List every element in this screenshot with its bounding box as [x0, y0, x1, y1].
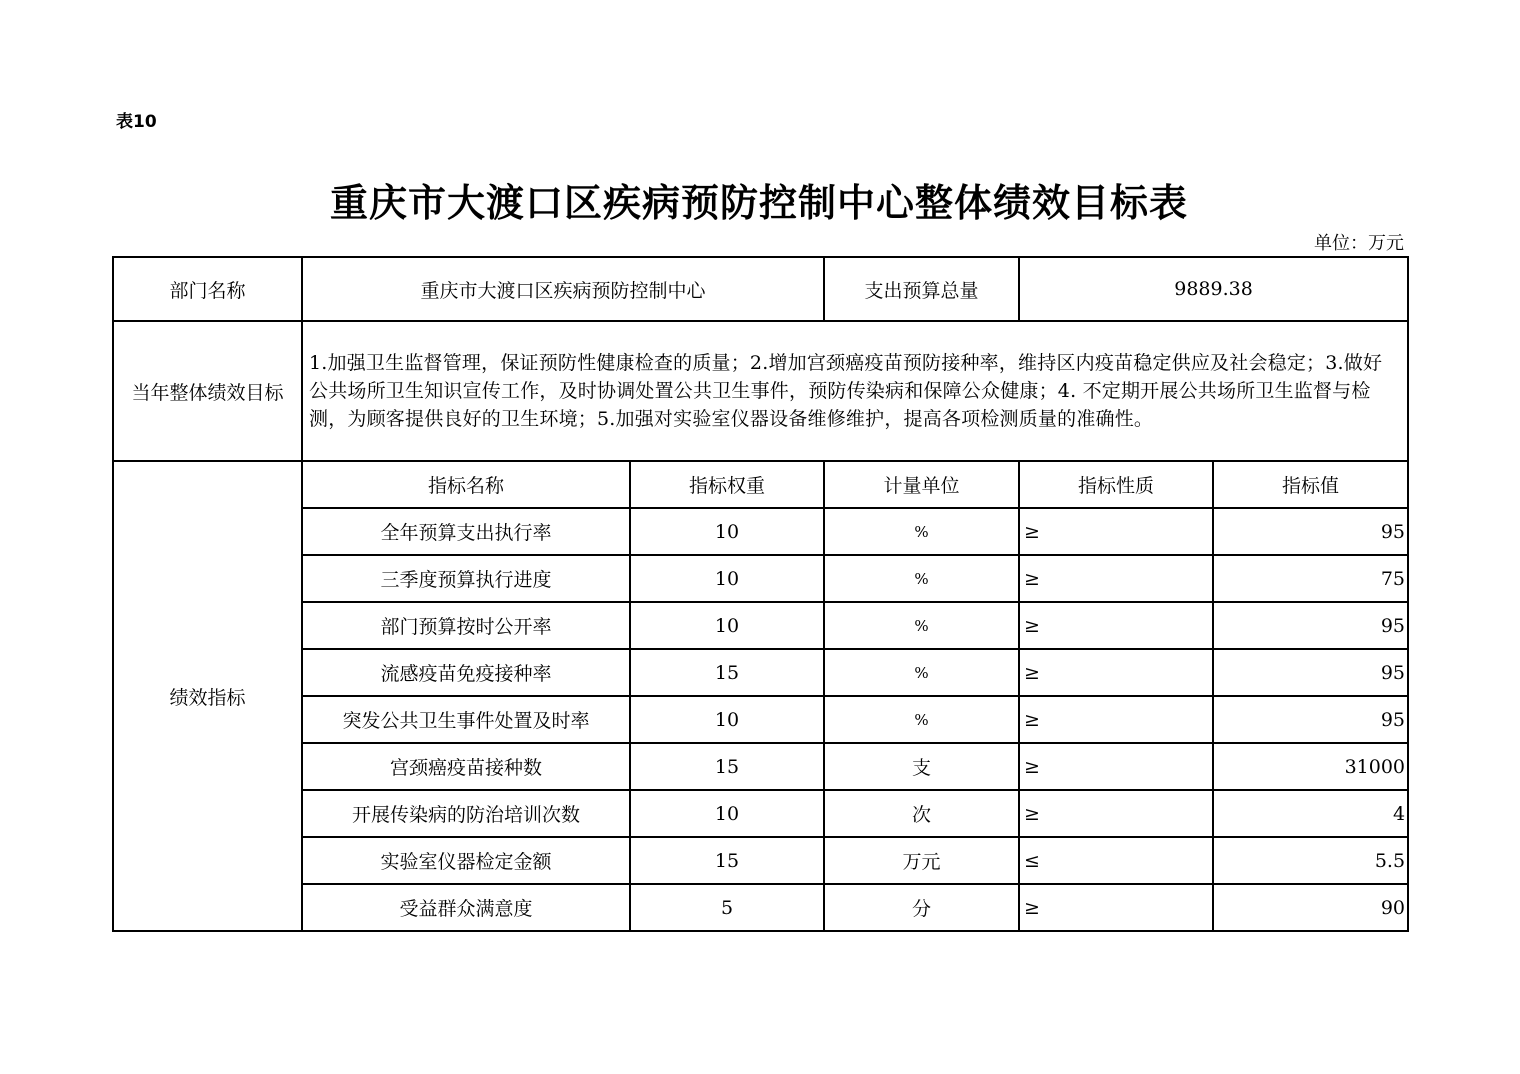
indicator-name: 受益群众满意度	[302, 884, 630, 931]
indicator-unit: %	[824, 555, 1019, 602]
indicator-row	[113, 508, 1408, 555]
header-indicator-nature: 指标性质	[1019, 461, 1213, 508]
indicator-value: 31000	[1213, 743, 1408, 790]
indicator-name: 突发公共卫生事件处置及时率	[302, 696, 630, 743]
budget-total-label: 支出预算总量	[824, 257, 1019, 321]
indicator-name: 开展传染病的防治培训次数	[302, 790, 630, 837]
indicator-unit: 万元	[824, 837, 1019, 884]
indicator-unit: 次	[824, 790, 1019, 837]
indicator-value: 95	[1213, 602, 1408, 649]
indicator-value: 95	[1213, 649, 1408, 696]
indicator-nature: ≥	[1019, 696, 1213, 743]
indicator-unit: %	[824, 649, 1019, 696]
indicator-unit: %	[824, 602, 1019, 649]
indicator-unit: %	[824, 696, 1019, 743]
indicator-value: 4	[1213, 790, 1408, 837]
indicator-unit: %	[824, 508, 1019, 555]
document-title-text: 重庆市大渡口区疾病预防控制中心整体绩效目标表	[329, 181, 1188, 225]
indicator-name: 实验室仪器检定金额	[302, 837, 630, 884]
indicator-row	[113, 743, 1408, 790]
indicator-name: 部门预算按时公开率	[302, 602, 630, 649]
indicator-row	[113, 555, 1408, 602]
indicator-name: 流感疫苗免疫接种率	[302, 649, 630, 696]
unit-label: 单位：万元	[1314, 233, 1404, 254]
header-measure-unit: 计量单位	[824, 461, 1019, 508]
indicator-weight: 10	[630, 696, 824, 743]
table-number: 表10	[116, 112, 157, 132]
indicator-nature: ≥	[1019, 790, 1213, 837]
indicator-name: 宫颈癌疫苗接种数	[302, 743, 630, 790]
document-title	[0, 172, 1520, 227]
annual-goal-label: 当年整体绩效目标	[113, 321, 302, 461]
indicator-value: 95	[1213, 508, 1408, 555]
department-row	[113, 257, 1408, 321]
indicator-value: 5.5	[1213, 837, 1408, 884]
performance-table	[112, 256, 1409, 932]
indicator-nature: ≥	[1019, 743, 1213, 790]
indicator-row	[113, 696, 1408, 743]
indicator-header-row	[113, 461, 1408, 508]
indicator-value: 95	[1213, 696, 1408, 743]
indicator-nature: ≥	[1019, 884, 1213, 931]
indicator-weight: 15	[630, 743, 824, 790]
indicator-nature: ≥	[1019, 555, 1213, 602]
indicator-row	[113, 790, 1408, 837]
indicator-weight: 15	[630, 649, 824, 696]
budget-total-value: 9889.38	[1019, 257, 1408, 321]
indicator-row	[113, 649, 1408, 696]
indicator-weight: 10	[630, 555, 824, 602]
indicator-name: 三季度预算执行进度	[302, 555, 630, 602]
department-name-value: 重庆市大渡口区疾病预防控制中心	[302, 257, 824, 321]
indicator-weight: 10	[630, 602, 824, 649]
indicator-unit: 分	[824, 884, 1019, 931]
indicator-weight: 15	[630, 837, 824, 884]
indicator-unit: 支	[824, 743, 1019, 790]
indicator-value: 90	[1213, 884, 1408, 931]
header-indicator-name: 指标名称	[302, 461, 630, 508]
indicator-row	[113, 602, 1408, 649]
indicators-label: 绩效指标	[113, 461, 302, 931]
indicator-nature: ≥	[1019, 649, 1213, 696]
indicator-weight: 5	[630, 884, 824, 931]
annual-goal-text: 1.加强卫生监督管理，保证预防性健康检查的质量；2.增加宫颈癌疫苗预防接种率，维持区内疫苗稳定供应及社会稳定；3.做好公共场所卫生知识宣传工作，及时协调处置公共卫生事件，预防传染病和保障公众健康；4. 不定期开展公共场所卫生监督与检测，为顾客提供良好的卫生环境；5.加强对实验室仪器设备维修维护，提高各项检测质量的准确性。	[302, 321, 1408, 461]
indicator-weight: 10	[630, 508, 824, 555]
header-indicator-weight: 指标权重	[630, 461, 824, 508]
indicator-name: 全年预算支出执行率	[302, 508, 630, 555]
indicator-weight: 10	[630, 790, 824, 837]
indicator-value: 75	[1213, 555, 1408, 602]
indicator-row	[113, 884, 1408, 931]
indicator-row	[113, 837, 1408, 884]
annual-goal-row	[113, 321, 1408, 461]
department-name-label: 部门名称	[113, 257, 302, 321]
header-indicator-value: 指标值	[1213, 461, 1408, 508]
indicator-nature: ≥	[1019, 602, 1213, 649]
indicator-nature: ≤	[1019, 837, 1213, 884]
indicator-nature: ≥	[1019, 508, 1213, 555]
